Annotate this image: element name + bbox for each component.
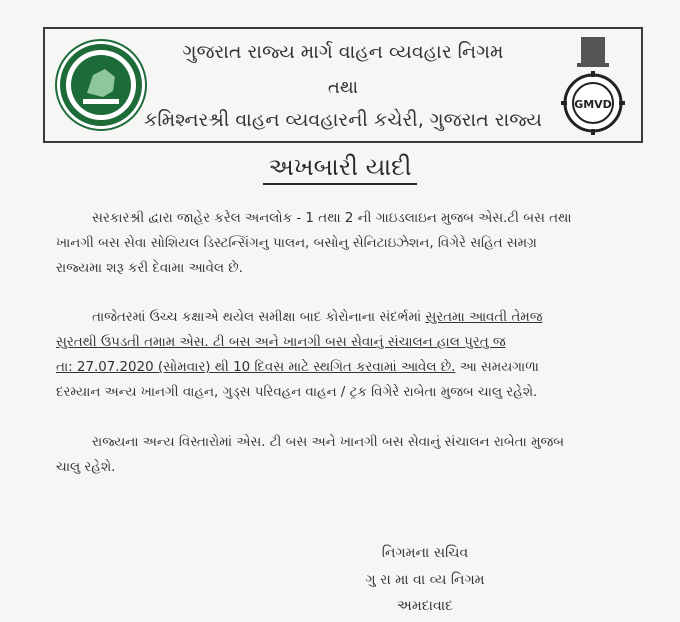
highlighted-text: સુરતથી ઉપડતી તમામ એસ. ટી બસ અને ખાનગી બસ સેવાનું સંચાલન હાલ પુરતુ જ	[56, 335, 506, 350]
paragraph-line: સરકારશ્રી દ્વારા જાહેર કરેલ અનલોક - 1 તથા 2 ની ગાઇડલાઇન મુજબ એસ.ટી બસ તથા	[92, 211, 572, 226]
signature-designation: નિગમના સચિવ	[381, 545, 469, 561]
paragraph-line	[56, 305, 646, 330]
paragraph-text: આ સમયગાળા	[455, 360, 539, 375]
paragraph-line	[56, 355, 646, 380]
paragraph-line: રાજ્યમા શરૂ કરી દેવામા આવેલ છે.	[56, 261, 243, 276]
paragraph-3	[56, 430, 646, 480]
title-text: અખબારી યાદી	[263, 153, 418, 185]
paragraph-text: તાજેતરમાં ઉચ્ચ કક્ષાએ થયેલ સમીક્ષા બાદ કોરોનાના સંદર્ભમાં	[92, 310, 426, 325]
letterhead	[43, 27, 643, 143]
paragraph-line: દરમ્યાન અન્ય ખાનગી વાહન, ગુડ્સ પરિવહન વાહન / ટ્રક વિગેરે રાબેતા મુજબ ચાલુ રહેશે.	[56, 385, 538, 400]
gmvd-emblem-logo	[553, 33, 633, 137]
paragraph-2	[56, 305, 646, 405]
highlighted-text: તા: 27.07.2020 (સોમવાર) થી 10 દિવસ માટે સ્થગિત કરવામાં આવેલ છે.	[56, 360, 456, 375]
header-org-name: ગુજરાત રાજ્ય માર્ગ વાહન વ્યવહાર નિગમ	[182, 41, 504, 63]
signature-organization: ગુ રા મા વા વ્ય નિગમ	[365, 572, 485, 588]
paragraph-line: ચાલુ રહેશે.	[56, 460, 116, 475]
svg-text:GMVD: GMVD	[574, 98, 612, 111]
signature-city: અમદાવાદ	[397, 598, 453, 614]
header-conjunction: તથા	[327, 77, 359, 98]
highlighted-text: સુરતમા આવતી તેમજ	[425, 310, 543, 325]
paragraph-line: રાજ્યના અન્ય વિસ્તારોમાં એસ. ટી બસ અને ખાનગી બસ સેવાનું સંચાલન રાબેતા મુજબ	[92, 435, 564, 450]
header-office-name: કમિશ્નરશ્રી વાહન વ્યવહારની કચેરી, ગુજરાત રાજ્ય	[144, 109, 542, 131]
paragraph-1	[56, 206, 646, 281]
document-title	[0, 153, 680, 185]
paragraph-line: ખાનગી બસ સેવા સોશિયલ ડિસ્ટન્સિંગનુ પાલન, બસોનુ સેનિટાઇઝેશન, વિગેરે સહિત સમગ્ર	[56, 236, 537, 251]
